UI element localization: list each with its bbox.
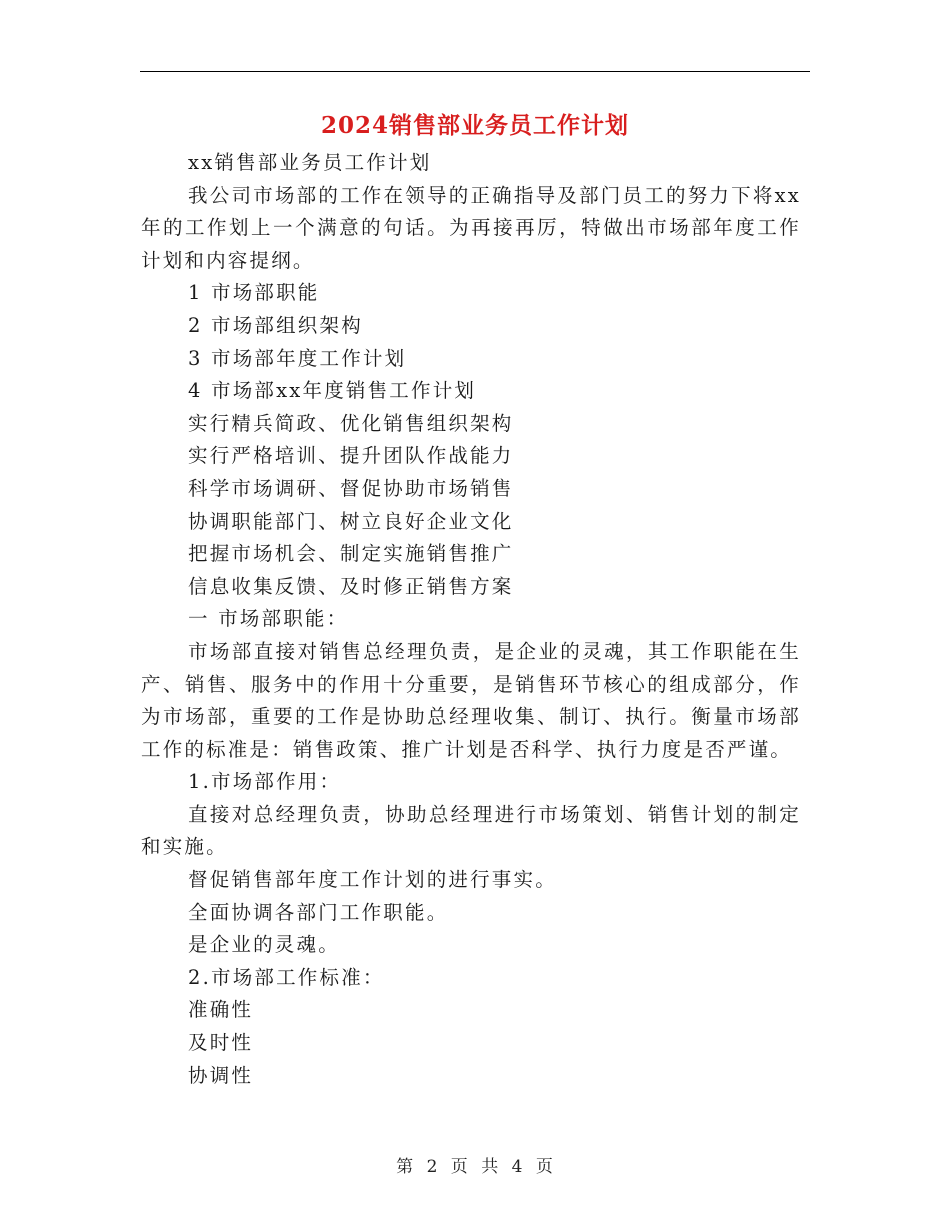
paragraph: 直接对总经理负责，协助总经理进行市场策划、销售计划的制定和实施。: [141, 802, 801, 859]
document-title: 2024销售部业务员工作计划: [320, 112, 629, 139]
paragraph: 市场部直接对销售总经理负责，是企业的灵魂，其工作职能在生产、销售、服务中的作用十分重要，是销售环节核心的组成部分，作为市场部，重要的工作是协助总经理收集、制订、执行。衡量市场部工作的标准是：销售政策、推广计划是否科学、执行力度是否严谨。: [141, 639, 801, 761]
paragraph: xx销售部业务员工作计划: [188, 151, 432, 174]
outline-item: 4 市场部xx年度销售工作计划: [188, 379, 477, 403]
list-item: 实行严格培训、提升团队作战能力: [188, 444, 514, 468]
list-item: 科学市场调研、督促协助市场销售: [188, 476, 514, 500]
list-item: 信息收集反馈、及时修正销售方案: [188, 574, 514, 598]
page-footer: 第 2 页 共 4 页: [396, 1157, 554, 1177]
header-rule: [140, 71, 810, 72]
subsection-heading: 1.市场部作用：: [188, 770, 342, 794]
outline-item: 2 市场部组织架构: [188, 313, 363, 337]
paragraph: 全面协调各部门工作职能。: [188, 900, 449, 924]
list-item: 把握市场机会、制定实施销售推广: [188, 542, 514, 566]
list-item: 实行精兵简政、优化销售组织架构: [188, 411, 514, 435]
paragraph: 督促销售部年度工作计划的进行事实。: [188, 868, 557, 892]
outline-item: 3 市场部年度工作计划: [188, 346, 407, 370]
list-item: 及时性: [188, 1031, 254, 1055]
list-item: 协调职能部门、树立良好企业文化: [188, 509, 514, 533]
list-item: 准确性: [188, 998, 254, 1022]
outline-item: 1 市场部职能: [188, 281, 320, 305]
subsection-heading: 2.市场部工作标准：: [188, 965, 385, 989]
paragraph: 是企业的灵魂。: [188, 933, 340, 957]
document-body: [141, 147, 801, 1092]
list-item: 协调性: [188, 1063, 254, 1087]
paragraph: 我公司市场部的工作在领导的正确指导及部门员工的努力下将xx年的工作划上一个满意的句话。为再接再厉，特做出市场部年度工作计划和内容提纲。: [141, 183, 801, 272]
section-heading: 一 市场部职能：: [188, 607, 349, 631]
